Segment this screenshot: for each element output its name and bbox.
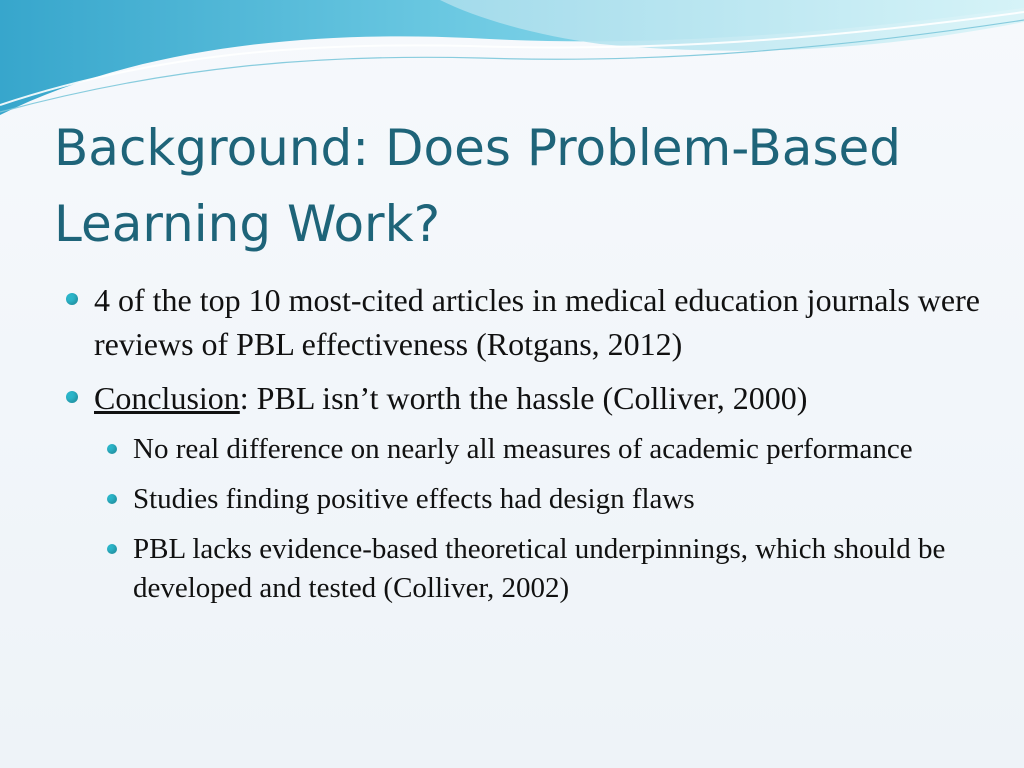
- bullet-dot-icon: [66, 293, 78, 305]
- sub-bullet-item: [104, 430, 994, 469]
- sub-bullet-text: Studies finding positive effects had design flaws: [133, 483, 695, 515]
- sub-bullet-text: No real difference on nearly all measures of academic performance: [133, 433, 913, 465]
- bullet-item-pbl-citations: [64, 278, 994, 366]
- sub-bullet-item: [104, 530, 994, 608]
- header-wave-decoration: [0, 0, 1024, 120]
- bullet-list: [64, 278, 994, 619]
- title-line-1: Background: Does Problem-Based: [54, 119, 901, 177]
- bullet-text: 4 of the top 10 most-cited articles in medical education journals were reviews of PBL effectiveness (Rotgans, 2012): [94, 282, 980, 362]
- bullet-dot-icon: [107, 544, 117, 554]
- title-line-2: Learning Work?: [54, 195, 441, 253]
- bullet-dot-icon: [107, 494, 117, 504]
- bullet-text: : PBL isn’t worth the hassle (Colliver, 2000): [239, 380, 808, 416]
- slide-title: [54, 110, 994, 262]
- bullet-item-conclusion: [64, 376, 994, 420]
- bullet-dot-icon: [107, 444, 117, 454]
- bullet-dot-icon: [66, 391, 78, 403]
- conclusion-label: Conclusion: [94, 380, 240, 416]
- wave-band-light: [440, 0, 1024, 51]
- sub-bullet-text: PBL lacks evidence-based theoretical underpinnings, which should be developed and tested (Colliver, 2002): [133, 533, 946, 604]
- sub-bullet-item: [104, 480, 994, 519]
